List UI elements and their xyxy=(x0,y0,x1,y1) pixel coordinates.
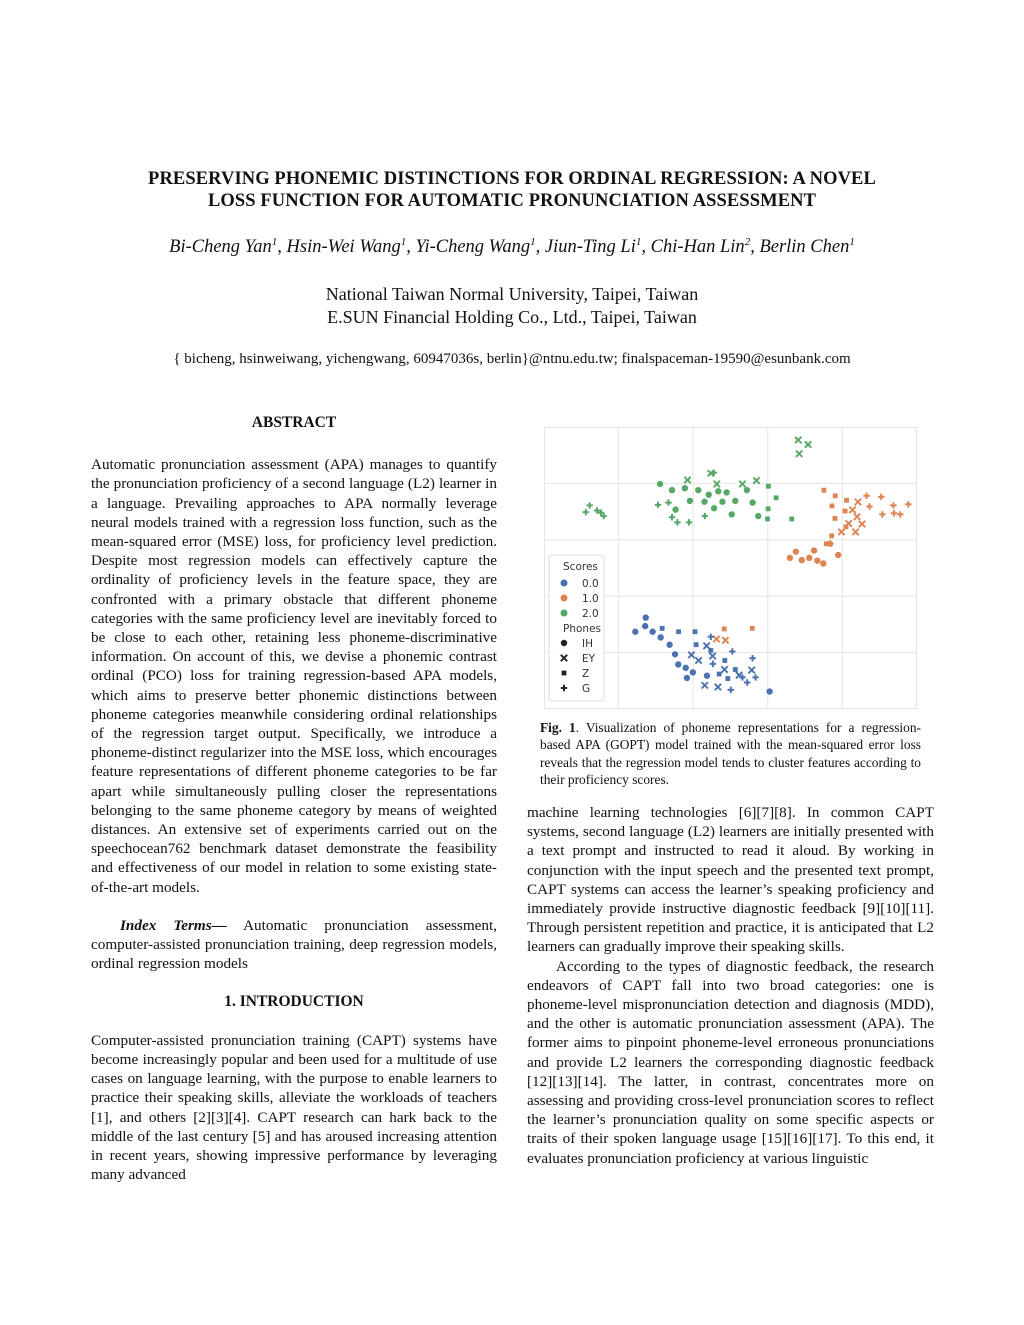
legend-phone-z-label: Z xyxy=(582,668,590,680)
point-score-1-z xyxy=(833,516,838,521)
intro-paragraph-2: According to the types of diagnostic feedback, the research endeavors of CAPT fall into two broad categories: one is phoneme-level mispronunciation detection and diagnosis (MDD), and the other is automatic pronunciation assessment (APA). The former aims to pinpoint phoneme-level erroneous pronunciations and provide L2 learners the corresponding diagnostic feedback [12][13][14]. The latter, in contrast, concentrates more on assessing and providing cross-level pronunciation scores to reflect the learner’s pronunciation quality on some specific aspects or traits of their spoken language usage [15][16][17]. To this end, it evaluates pronunciation proficiency at various linguistic xyxy=(527,957,934,1167)
point-score-2-ih xyxy=(732,498,738,504)
point-score-2-ih xyxy=(706,491,712,497)
point-score-0-z xyxy=(694,642,699,647)
point-score-2-z xyxy=(766,506,771,511)
point-score-1-z xyxy=(722,627,727,632)
point-score-1-z xyxy=(844,498,849,503)
intro-heading: 1. INTRODUCTION xyxy=(224,993,364,1011)
point-score-2-ih xyxy=(687,498,693,504)
point-score-0-ih xyxy=(690,669,696,675)
point-score-2-z xyxy=(774,495,779,500)
point-score-2-ih xyxy=(749,499,755,505)
point-score-1-z xyxy=(843,509,848,514)
point-score-1-ih xyxy=(811,547,817,553)
point-score-1-z xyxy=(750,626,755,631)
legend-phones-title: Phones xyxy=(563,623,601,635)
point-score-0-ih xyxy=(642,623,648,629)
figure-label: Fig. 1 xyxy=(540,720,576,735)
point-score-0-ih xyxy=(683,665,689,671)
legend-phone-ey-label: EY xyxy=(582,653,596,665)
point-score-1-ih xyxy=(793,548,799,554)
point-score-2-ih xyxy=(744,487,750,493)
point-score-0-ih xyxy=(684,675,690,681)
intro-paragraph-1: Computer-assisted pronunciation training (CAPT) systems have become increasingly popular and been used for a multitude of use cases on language learning, with the purpose to enable learners to practice their speaking skills, alleviate the workloads of teachers [1], and others [2][3][4]. CAPT research can hark back to the middle of the last century [5] and has aroused increasing attention in recent years, showing impressive performance by leveraging many advanced xyxy=(91,1031,497,1184)
point-score-2-ih xyxy=(723,489,729,495)
point-score-1-z xyxy=(821,488,826,493)
point-score-0-ih xyxy=(657,634,663,640)
point-score-0-ih xyxy=(666,642,672,648)
abstract-text: Automatic pronunciation assessment (APA) manages to quantify the pronunciation proficiency of a second language (L2) learner in a language. Prevailing approaches to APA normally leverage neural models trained with a regression loss function, such as the mean-squared error (MSE) loss, for proficiency level prediction. Despite most regression models can effectively capture the ordinality of proficiency levels in the feature space, they are confronted with a primary obstacle that different phoneme categories with the same proficiency level are inevitably forced to be close to each other, retaining less phoneme-discriminative information. On account of this, we devise a phonemic contrast ordinal (PCO) loss for training regression-based APA models, which aims to preserve better phonemic distinctions between phoneme categories meanwhile considering ordinal relationships of the regression target output. Specifically, we introduce a phoneme-distinct regularizer into the MSE loss, which encourages feature representations of different phoneme categories to be far apart while simultaneously pulling closer the representations belonging to the same phoneme category by means of weighted distances. An extensive set of experiments carried out on the speechocean762 benchmark dataset demonstrate the feasibility and effectiveness of our model in relation to some existing state-of-the-art models. xyxy=(91,456,497,896)
point-score-0-ih xyxy=(675,661,681,667)
legend-score-1-marker xyxy=(561,595,568,602)
legend-scores-title: Scores xyxy=(563,561,598,573)
left-column xyxy=(91,413,497,1184)
point-score-1-ih xyxy=(787,555,793,561)
legend-score-2-label: 2.0 xyxy=(582,608,599,620)
point-score-0-ih xyxy=(649,629,655,635)
affiliation-2: E.SUN Financial Holding Co., Ltd., Taipei, Taiwan xyxy=(327,307,697,327)
legend-phone-ih-marker xyxy=(561,640,567,646)
author: Bi-Cheng Yan$^1$ xyxy=(169,236,278,258)
point-score-0-ih xyxy=(672,651,678,657)
point-score-2-z xyxy=(789,517,794,522)
point-score-0-z xyxy=(717,672,722,677)
author: Hsin-Wei Wang$^1$ xyxy=(286,236,407,258)
point-score-2-z xyxy=(765,517,770,522)
point-score-2-ih xyxy=(711,505,717,511)
point-score-0-z xyxy=(660,626,665,631)
point-score-2-ih xyxy=(715,488,721,494)
author: Chi-Han Lin$^2$ xyxy=(650,236,751,258)
point-score-0-z xyxy=(733,667,738,672)
point-score-2-ih xyxy=(755,513,761,519)
index-terms xyxy=(91,916,497,974)
legend-phone-z-marker xyxy=(562,671,567,676)
point-score-2-ih xyxy=(728,511,734,517)
point-score-2-ih xyxy=(657,481,663,487)
legend-phone-ih-label: IH xyxy=(582,638,593,650)
abstract-heading: ABSTRACT xyxy=(251,414,337,431)
author: Yi-Cheng Wang$^1$ xyxy=(415,236,536,258)
index-terms-label: Index Terms— xyxy=(120,916,227,934)
right-column xyxy=(527,803,934,1168)
figure-caption-text: . Visualization of phoneme representations for a regression-based APA (GOPT) model trained with the mean-squared error loss reveals that the regression model tends to cluster features according to their proficiency scores. xyxy=(540,720,921,788)
legend-phone-g-label: G xyxy=(582,683,591,695)
index-terms-text: Automatic pronunciation assessment, computer-assisted pronunciation training, deep regression models, ordinal regression models xyxy=(91,916,497,973)
point-score-0-ih xyxy=(643,614,649,620)
point-score-1-z xyxy=(833,493,838,498)
point-score-2-ih xyxy=(669,487,675,493)
author: Jiun-Ting Li$^1$ xyxy=(544,236,642,258)
point-score-2-ih xyxy=(695,487,701,493)
point-score-0-ih xyxy=(766,688,772,694)
point-score-0-ih xyxy=(632,629,638,635)
legend-score-0-marker xyxy=(561,580,568,587)
point-score-0-z xyxy=(725,676,730,681)
point-score-1-ih xyxy=(835,552,841,558)
point-score-1-ih xyxy=(799,557,805,563)
point-score-0-z xyxy=(693,629,698,634)
scatter-chart xyxy=(544,427,917,709)
point-score-2-z xyxy=(766,484,771,489)
legend-score-2-marker xyxy=(561,610,568,617)
point-score-2-ih xyxy=(672,506,678,512)
legend-score-0-label: 0.0 xyxy=(582,578,599,590)
intro-paragraph-1-continued: machine learning technologies [6][7][8]. In common CAPT systems, second language (L2) learners are initially presented with a text prompt and instructed to read it aloud. By working in conjunction with the input speech and the presented text prompt, CAPT systems can access the learner’s speaking proficiency and immediately provide instructive diagnostic feedback [9][10][11]. Through persistent repetition and practice, it is anticipated that L2 learners can gradually improve their speaking skills. xyxy=(527,804,934,956)
legend-score-1-label: 1.0 xyxy=(582,593,599,605)
author-list: Bi-Cheng Yan$^1$, Hsin-Wei Wang$^1$, Yi-Cheng Wang$^1$, Jiun-Ting Li$^1$, Chi-Han Lin$^2$, Berlin Chen$^1$ xyxy=(169,236,855,258)
title-line-2: LOSS FUNCTION FOR AUTOMATIC PRONUNCIATION ASSESSMENT xyxy=(207,191,817,211)
author-emails: { bicheng, hsinweiwang, yichengwang, 60947036s, berlin}@ntnu.edu.tw; finalspaceman-19590@esunbank.com xyxy=(173,351,851,367)
point-score-1-ih xyxy=(827,541,833,547)
figure-caption xyxy=(540,719,921,789)
point-score-0-ih xyxy=(704,673,710,679)
affiliation-1: National Taiwan Normal University, Taipei, Taiwan xyxy=(325,284,699,304)
title-line-1: PRESERVING PHONEMIC DISTINCTIONS FOR ORDINAL REGRESSION: A NOVEL xyxy=(148,169,876,189)
point-score-1-z xyxy=(830,504,835,509)
author: Berlin Chen$^1$ xyxy=(759,236,855,258)
point-score-1-ih xyxy=(814,557,820,563)
chart-legend xyxy=(549,555,604,701)
point-score-0-z xyxy=(722,658,727,663)
point-score-2-ih xyxy=(682,485,688,491)
point-score-2-ih xyxy=(719,499,725,505)
point-score-1-z xyxy=(829,533,834,538)
point-score-1-ih xyxy=(806,555,812,561)
paper-title xyxy=(60,168,964,212)
point-score-0-z xyxy=(676,629,681,634)
point-score-2-ih xyxy=(701,499,707,505)
point-score-1-ih xyxy=(820,560,826,566)
